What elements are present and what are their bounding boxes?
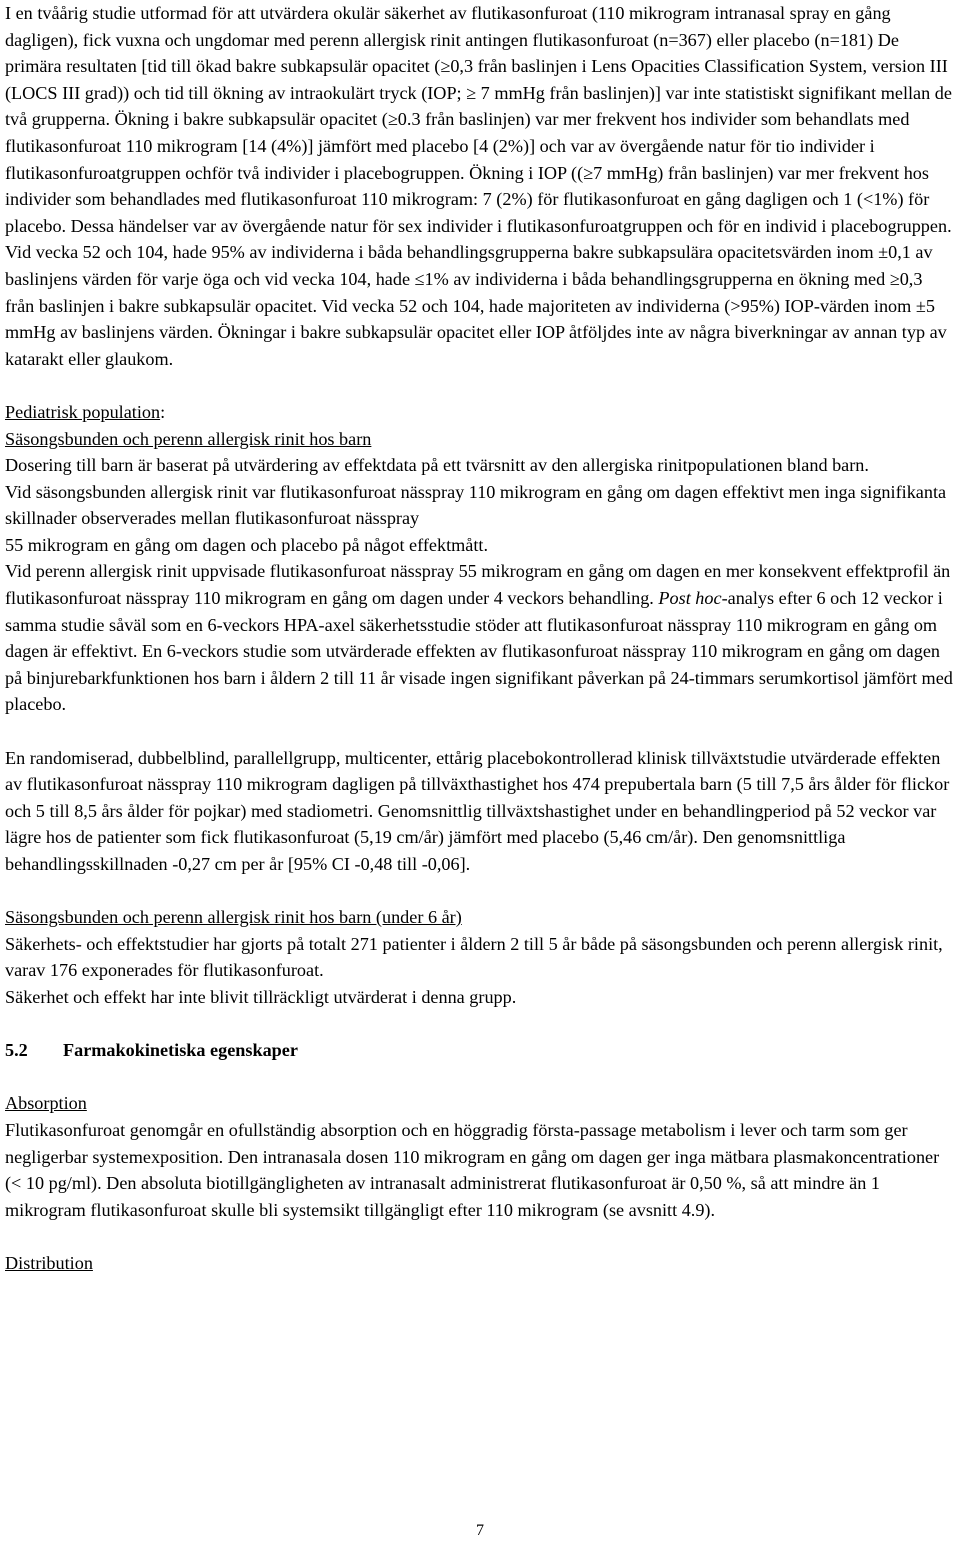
section-title: Farmakokinetiska egenskaper — [63, 1040, 298, 1061]
pediatric-population-colon: : — [160, 401, 166, 422]
pediatric-population-label: Pediatrisk population — [5, 401, 161, 422]
spacer — [5, 878, 953, 905]
pediatric-population-heading — [5, 399, 953, 426]
ocular-safety-paragraph: I en tvåårig studie utformad för att utvärdera okulär säkerhet av flutikasonfuroat (110 mikrogram intranasal spray en gång dagligen), fick vuxna och ungdomar med perenn allergisk rinit antingen flutikasonfuroat (n=367) eller placebo (n=181) De primära resultaten [tid till ökad bakre subkapsulär opacitet (≥0,3 från baslinjen i Lens Opacities Classification System, version III (LOCS III grad)) och tid till ökning av intraokulärt tryck (IOP; ≥ 7 mmHg från baslinjen)] var inte statistiskt signifikant mellan de två grupperna. Ökning i bakre subkapsulär opacitet (≥0.3 från baslinjen) var mer frekvent hos individer som behandlats med flutikasonfuroat 110 mikrogram [14 (4%)] jämfört med placebo [4 (2%)] och var av övergående natur för tio individer i flutikasonfuroatgruppen ochför två individer i placebogruppen. Ökning i IOP ((≥7 mmHg) från baslinjen) var mer frekvent hos individer som behandlades med flutikasonfuroat 110 mikrogram: 7 (2%) för flutikasonfuroat en gång dagligen och 1 (<1%) för placebo. Dessa händelser var av övergående natur för sex individer i flutikasonfuroatgruppen och för en individ i placebogruppen. Vid vecka 52 och 104, hade 95% av individerna i båda behandlingsgrupperna bakre subkapsulära opacitetsvärden inom ±0,1 av baslinjens värden för varje öga och vid vecka 104, hade ≤1% av individerna i båda behandlingsgrupperna en ökning med ≥0,3 från baslinjen i bakre subkapsulär opacitet. Vid vecka 52 och 104, hade majoriteten av individerna (>95%) IOP-värden inom ±5 mmHg av baslinjens värden. Ökningar i bakre subkapsulär opacitet eller IOP åtföljdes inte av några biverkningar av annan typ av katarakt eller glaukom. — [5, 3, 952, 369]
children-under-6-heading: Säsongsbunden och perenn allergisk rinit hos barn (under 6 år) — [5, 907, 462, 928]
spacer — [5, 1011, 953, 1038]
perennial-rhinitis-paragraph — [5, 558, 953, 718]
under-6-studies-paragraph: Säkerhets- och effektstudier har gjorts på totalt 271 patienter i åldern 2 till 5 år både på säsongsbunden och perenn allergisk rinit, varav 176 exponerades för flutikasonfuroat. — [5, 933, 943, 981]
document-page — [5, 0, 953, 1277]
section-number: 5.2 — [5, 1040, 28, 1061]
page-number: 7 — [476, 1522, 484, 1539]
distribution-heading: Distribution — [5, 1252, 93, 1273]
section-heading — [5, 1037, 953, 1064]
absorption-paragraph: Flutikasonfuroat genomgår en ofullständig absorption och en höggradig första-passage metabolism i lever och tarm som ger negligerbar systemexposition. Den intranasala dosen 110 mikrogram en gång om dagen ger inga mätbara plasmakoncentrationer (< 10 pg/ml). Den absoluta biotillgängligheten av intranasalt administrerat flutikasonfuroat är 0,50 %, så att mindre än 1 mikrogram flutikasonfuroat skulle bli systemsikt tillgängligt efter 110 mikrogram (se avsnitt 4.9). — [5, 1119, 940, 1220]
absorption-heading: Absorption — [5, 1093, 87, 1114]
under-6-evaluation-paragraph: Säkerhet och effekt har inte blivit tillräckligt utvärderat i denna grupp. — [5, 986, 517, 1007]
spacer — [5, 372, 953, 399]
perennial-text-part-b: -analys efter 6 och 12 veckor i samma studie såväl som en 6-veckors HPA-axel säkerhetsstudie stöder att flutikasonfuroat nässpray 110 mikrogram en gång om dagen är effektivt. En 6-veckors studie som utvärderade effekten av flutikasonfuroat nässpray 110 mikrogram en gång om dagen på binjurebarkfunktionen hos barn i åldern 2 till 11 år visade ingen signifikant påverkan på 24-timmars serumkortisol jämfört med placebo. — [5, 588, 953, 715]
perennial-text-part-a: Vid perenn allergisk rinit uppvisade flutikasonfuroat nässpray 55 mikrogram en gång om dagen en mer konsekvent effektprofil än flutikasonfuroat nässpray 110 mikrogram en gång om dagen under 4 veckors behandling. — [5, 561, 951, 609]
seasonal-perennial-children-heading: Säsongsbunden och perenn allergisk rinit hos barn — [5, 428, 372, 449]
growth-study-paragraph: En randomiserad, dubbelblind, parallellgrupp, multicenter, ettårig placebokontrollerad klinisk tillväxtstudie utvärderade effekten av flutikasonfuroat nässpray 110 mikrogram dagligen på tillväxthastighet hos 474 prepubertala barn (5 till 7,5 års ålder för flickor och 5 till 8,5 års ålder för pojkar) med stadiometri. Genomsnittlig tillväxtshastighet under en behandlingperiod på 52 veckor var lägre hos de patienter som fick flutikasonfuroat (5,19 cm/år) jämfört med placebo (5,46 cm/år). Den genomsnittliga behandlingsskillnaden -0,27 cm per år [95% CI -0,48 till -0,06]. — [5, 747, 950, 874]
seasonal-rhinitis-paragraph: Vid säsongsbunden allergisk rinit var flutikasonfuroat nässpray 110 mikrogram en gång om dagen effektivt men inga signifikanta skillnader observerades mellan flutikasonfuroat nässpray 55 mikrogram en gång om dagen och placebo på något effektmått. — [5, 481, 947, 555]
dosing-children-paragraph: Dosering till barn är baserat på utvärdering av effektdata på ett tvärsnitt av den allergiska rinitpopulationen bland barn. — [5, 455, 869, 476]
spacer — [5, 718, 953, 745]
post-hoc-italic: Post hoc — [658, 588, 722, 609]
spacer — [5, 1064, 953, 1091]
spacer — [5, 1223, 953, 1250]
